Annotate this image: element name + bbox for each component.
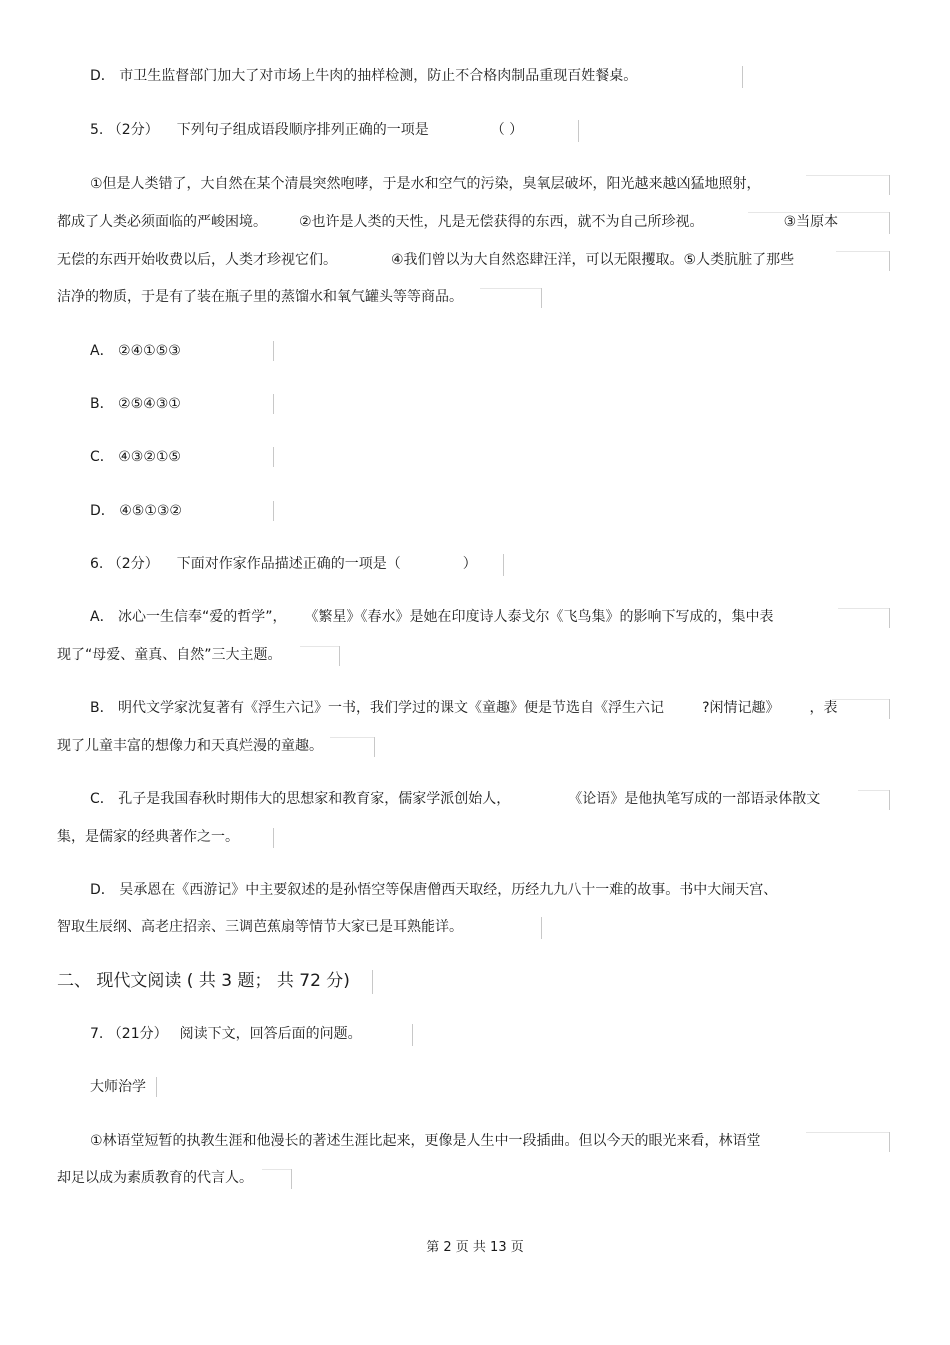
q6-option-b-segment: ?闲情记趣》 [702, 700, 780, 716]
q6-stem-end: ） [462, 556, 477, 572]
text-rule [748, 212, 890, 213]
q6-stem [90, 554, 477, 574]
text-rule [838, 608, 890, 609]
q6-option-a-segment: 《繁星》《春水》是她在印度诗人泰戈尔《飞鸟集》的影响下写成的，集中表 [304, 609, 774, 625]
q6-option-b-segment: ，表 [809, 700, 838, 716]
q5-answer-paren: （ ） [490, 122, 524, 138]
text-divider [889, 1132, 890, 1152]
text-divider [273, 447, 274, 467]
text-rule [858, 790, 890, 791]
text-divider [372, 970, 373, 994]
q5-option-a: A． ②④①⑤③ [90, 343, 181, 359]
q5-passage-segment: 无偿的东西开始收费以后，人类才珍视它们。 [57, 252, 337, 268]
q6-number: 6. （2分） [90, 556, 159, 572]
text-rule [300, 646, 340, 647]
q6-option-c-line-1 [90, 789, 820, 809]
q6-option-c-segment: 《论语》是他执笔写成的一部语录体散文 [568, 791, 821, 807]
q5-stem-text: 下列句子组成语段顺序排列正确的一项是 [176, 122, 429, 138]
q5-passage-segment: ②也许是人类的天性，凡是无偿获得的东西，就不为自己所珍视。 [299, 214, 704, 230]
text-divider [889, 212, 890, 234]
text-rule [262, 1169, 292, 1170]
text-divider [889, 790, 890, 810]
q6-option-a-line-1 [90, 607, 774, 627]
text-divider [578, 120, 579, 142]
q5-option-c: C． ④③②①⑤ [90, 449, 181, 465]
q6-option-c-line-2: 集，是儒家的经典著作之一。 [57, 829, 239, 845]
text-divider [291, 1169, 292, 1189]
q6-option-c-segment: C． 孔子是我国春秋时期伟大的思想家和教育家，儒家学派创始人， [90, 791, 511, 807]
q5-passage-line-1: ①但是人类错了，大自然在某个清晨突然咆哮，于是水和空气的污染，臭氧层破坏，阳光越来越凶猛地照射， [90, 176, 761, 192]
text-divider [273, 341, 274, 361]
text-divider [889, 251, 890, 271]
text-divider [273, 394, 274, 414]
text-rule [806, 1132, 890, 1133]
q6-option-b-segment: B． 明代文学家沈复著有《浮生六记》一书，我们学过的课文《童趣》便是节选自《浮生六记 [90, 700, 665, 716]
q4-option-d: D． 市卫生监督部门加大了对市场上牛肉的抽样检测，防止不合格肉制品重现百姓餐桌。 [90, 68, 638, 84]
q6-option-d-line-2: 智取生辰纲、高老庄招亲、三调芭蕉扇等情节大家已是耳熟能详。 [57, 919, 463, 935]
text-divider [339, 646, 340, 666]
article-title: 大师治学 [90, 1079, 146, 1095]
text-divider [889, 699, 890, 719]
q6-option-d-line-1: D． 吴承恩在《西游记》中主要叙述的是孙悟空等保唐僧西天取经，历经九九八十一难的故事。书中大闹天宫、 [90, 882, 778, 898]
text-divider [889, 608, 890, 628]
page-footer: 第 2 页 共 13 页 [426, 1240, 524, 1255]
text-rule [806, 175, 890, 176]
text-rule [832, 699, 890, 700]
text-rule [330, 737, 374, 738]
q6-stem-text: 下面对作家作品描述正确的一项是（ [176, 556, 401, 572]
text-rule [836, 251, 890, 252]
q7-number: 7. （21分） [90, 1026, 168, 1042]
article-paragraph-1-line-2: 却足以成为素质教育的代言人。 [57, 1170, 253, 1186]
q5-passage-line-3 [57, 250, 794, 270]
text-divider [742, 66, 743, 88]
text-divider [541, 288, 542, 308]
article-paragraph-1-line-1: ①林语堂短暂的执教生涯和他漫长的著述生涯比起来，更像是人生中一段插曲。但以今天的眼光来看，林语堂 [90, 1133, 761, 1149]
q5-passage-line-4: 洁净的物质，于是有了装在瓶子里的蒸馏水和氧气罐头等等商品。 [57, 289, 463, 305]
text-divider [374, 737, 375, 757]
text-divider [889, 175, 890, 195]
text-divider [156, 1077, 157, 1097]
q5-passage-line-2 [57, 212, 838, 232]
q5-passage-segment: 都成了人类必须面临的严峻困境。 [57, 214, 267, 230]
text-divider [503, 554, 504, 576]
q7-stem [90, 1024, 362, 1044]
q6-option-a-segment: A． 冰心一生信奉“爱的哲学”， [90, 609, 287, 625]
q5-option-d: D． ④⑤①③② [90, 503, 182, 519]
q5-number: 5. （2分） [90, 122, 159, 138]
q6-option-a-line-2: 现了“母爱、童真、自然”三大主题。 [57, 647, 282, 663]
text-rule [480, 288, 542, 289]
text-divider [273, 828, 274, 848]
text-divider [273, 501, 274, 521]
section-heading: 二、 现代文阅读 ( 共 3 题； 共 72 分) [57, 971, 350, 991]
text-divider [541, 917, 542, 939]
q6-option-b-line-1 [90, 698, 838, 718]
q7-stem-text: 阅读下文，回答后面的问题。 [179, 1026, 362, 1042]
q5-passage-segment: ④我们曾以为大自然恣肆汪洋，可以无限攫取。⑤人类肮脏了那些 [391, 252, 795, 268]
text-divider [412, 1024, 413, 1046]
q5-passage-segment: ③当原本 [783, 214, 839, 230]
q5-option-b: B． ②⑤④③① [90, 396, 181, 412]
q6-option-b-line-2: 现了儿童丰富的想像力和天真烂漫的童趣。 [57, 738, 323, 754]
q5-stem [90, 120, 523, 140]
